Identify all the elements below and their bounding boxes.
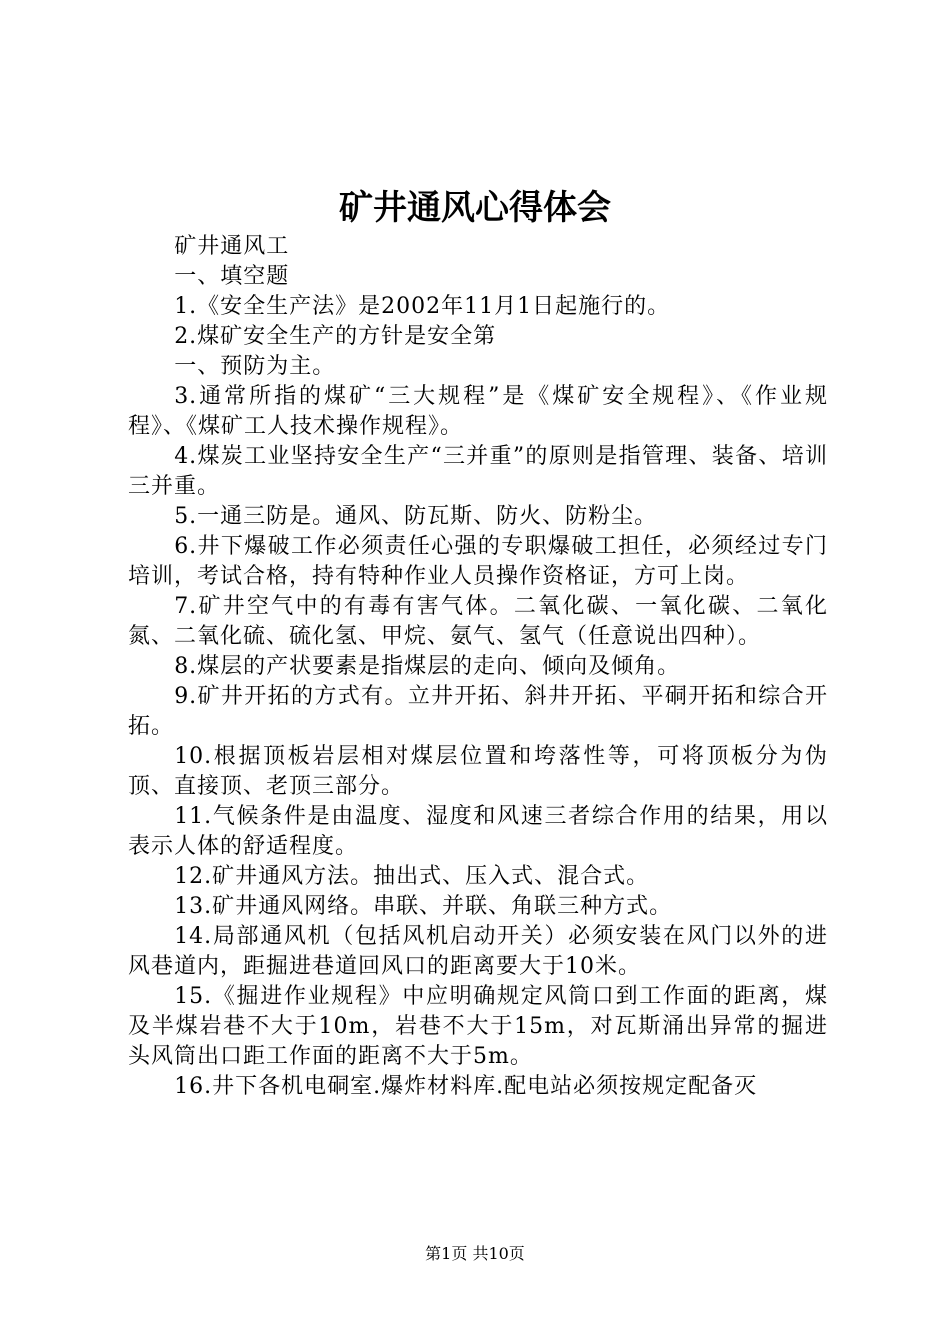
paragraph: 9.矿井开拓的方式有。立井开拓、斜井开拓、平硐开拓和综合开拓。 — [128, 684, 828, 739]
paragraph: 13.矿井通风网络。串联、并联、角联三种方式。 — [174, 894, 673, 919]
page-footer: 第1页 共10页 — [425, 1244, 525, 1263]
document-title: 矿井通风心得体会 — [339, 188, 611, 228]
paragraph: 7.矿井空气中的有毒有害气体。二氧化碳、一氧化碳、二氧化氮、二氧化硫、硫化氢、甲烷、氨气、氢气（任意说出四种）。 — [128, 594, 828, 649]
paragraph: 5.一通三防是。通风、防瓦斯、防火、防粉尘。 — [174, 504, 658, 529]
paragraph: 一、预防为主。 — [174, 354, 336, 379]
paragraph: 16.井下各机电硐室.爆炸材料库.配电站必须按规定配备灭 — [174, 1074, 758, 1099]
paragraph: 8.煤层的产状要素是指煤层的走向、倾向及倾角。 — [174, 654, 681, 679]
paragraph: 4.煤炭工业坚持安全生产“三并重”的原则是指管理、装备、培训三并重。 — [128, 444, 828, 499]
paragraph: 矿井通风工 — [174, 234, 290, 259]
paragraph: 一、填空题 — [174, 264, 290, 289]
paragraph: 10.根据顶板岩层相对煤层位置和垮落性等，可将顶板分为伪顶、直接顶、老顶三部分。 — [128, 744, 828, 799]
paragraph: 6.井下爆破工作必须责任心强的专职爆破工担任，必须经过专门培训，考试合格，持有特种作业人员操作资格证，方可上岗。 — [128, 534, 828, 589]
paragraph: 1.《安全生产法》是2002年11月1日起施行的。 — [174, 294, 671, 319]
paragraph: 3.通常所指的煤矿“三大规程”是《煤矿安全规程》、《作业规程》、《煤矿工人技术操作规程》。 — [128, 384, 828, 439]
paragraph: 11.气候条件是由温度、湿度和风速三者综合作用的结果，用以表示人体的舒适程度。 — [128, 804, 828, 859]
paragraph: 2.煤矿安全生产的方针是安全第 — [174, 324, 497, 349]
paragraph: 14.局部通风机（包括风机启动开关）必须安装在风门以外的进风巷道内，距掘进巷道回风口的距离要大于10米。 — [128, 924, 828, 979]
document-body — [128, 232, 828, 1102]
paragraph: 12.矿井通风方法。抽出式、压入式、混合式。 — [174, 864, 650, 889]
paragraph: 15.《掘进作业规程》中应明确规定风筒口到工作面的距离，煤及半煤岩巷不大于10m，岩巷不大于15m，对瓦斯涌出异常的掘进头风筒出口距工作面的距离不大于5m。 — [128, 984, 828, 1069]
